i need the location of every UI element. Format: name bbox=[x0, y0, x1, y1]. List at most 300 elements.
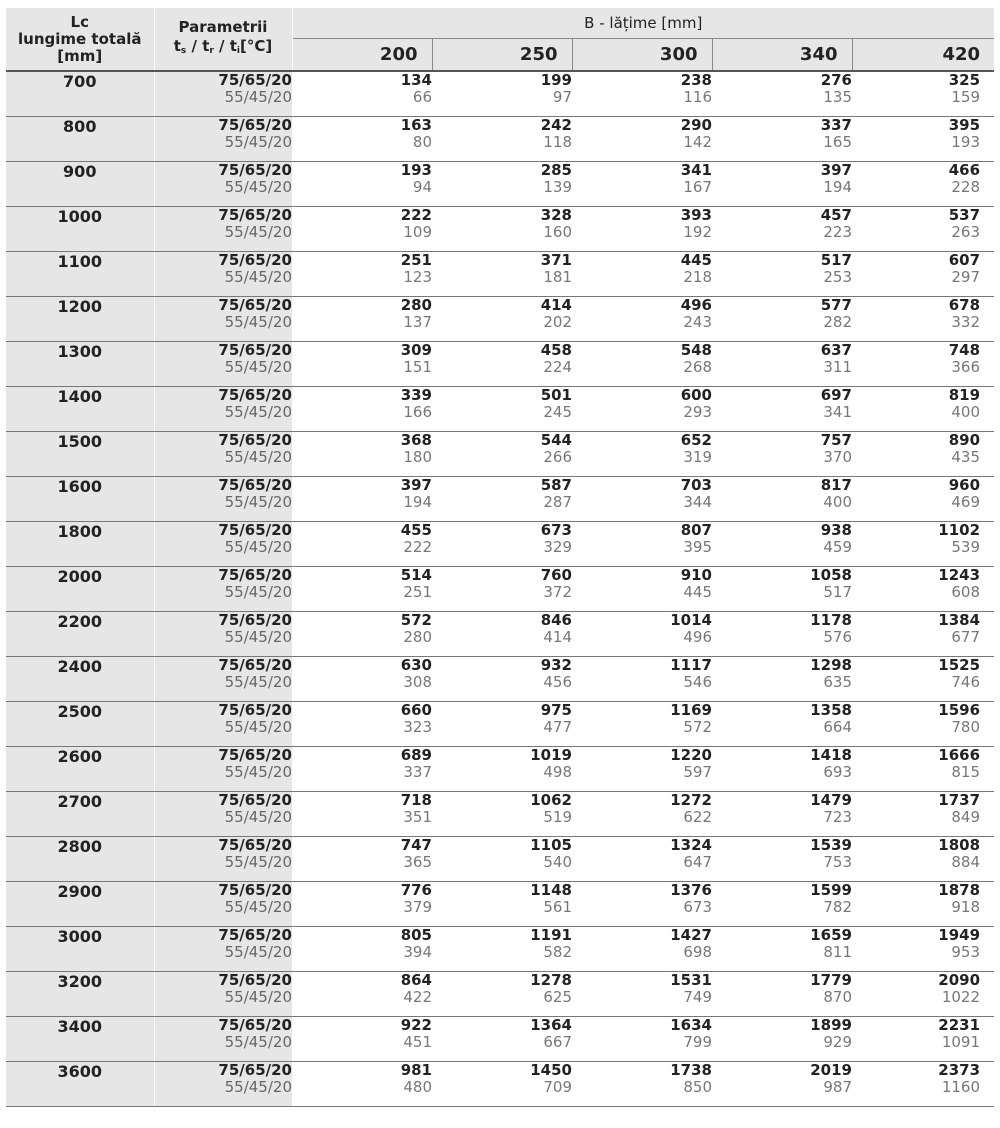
parameter-secondary: 55/45/20 bbox=[224, 1033, 292, 1051]
table-row bbox=[6, 207, 994, 252]
parameter-primary: 75/65/20 bbox=[218, 656, 292, 674]
output-secondary: 167 bbox=[683, 178, 712, 196]
output-primary: 1808 bbox=[938, 836, 981, 854]
cell-output-width-420 bbox=[852, 792, 994, 837]
output-primary: 1738 bbox=[670, 1061, 712, 1079]
parameter-primary: 75/65/20 bbox=[218, 926, 292, 944]
cell-output-width-300 bbox=[572, 927, 712, 972]
output-primary: 689 bbox=[400, 746, 432, 764]
output-secondary: 151 bbox=[403, 358, 432, 376]
output-primary: 1418 bbox=[810, 746, 852, 764]
cell-parameters bbox=[154, 252, 292, 297]
cell-output-width-200 bbox=[292, 342, 432, 387]
cell-output-width-200 bbox=[292, 972, 432, 1017]
output-secondary: 287 bbox=[543, 493, 572, 511]
cell-total-length: 1400 bbox=[6, 387, 154, 432]
output-primary: 393 bbox=[680, 206, 712, 224]
heat-output-table bbox=[6, 8, 994, 1107]
output-secondary: 344 bbox=[683, 493, 712, 511]
table-row bbox=[6, 747, 994, 792]
cell-parameters bbox=[154, 792, 292, 837]
parameter-primary: 75/65/20 bbox=[218, 836, 292, 854]
cell-output-width-420 bbox=[852, 432, 994, 477]
cell-output-width-300 bbox=[572, 297, 712, 342]
parameter-primary: 75/65/20 bbox=[218, 701, 292, 719]
cell-output-width-340 bbox=[712, 702, 852, 747]
cell-output-width-340 bbox=[712, 657, 852, 702]
output-primary: 222 bbox=[400, 206, 432, 224]
cell-output-width-340 bbox=[712, 1017, 852, 1062]
output-primary: 630 bbox=[400, 656, 432, 674]
output-primary: 1539 bbox=[810, 836, 852, 854]
output-primary: 1014 bbox=[670, 611, 712, 629]
output-secondary: 332 bbox=[951, 313, 981, 331]
output-primary: 718 bbox=[400, 791, 432, 809]
output-primary: 339 bbox=[400, 386, 432, 404]
cell-parameters bbox=[154, 477, 292, 522]
output-secondary: 622 bbox=[683, 808, 712, 826]
cell-total-length: 700 bbox=[6, 72, 154, 117]
header-width-340: 340 bbox=[712, 39, 852, 71]
output-primary: 600 bbox=[680, 386, 712, 404]
parameter-primary: 75/65/20 bbox=[218, 746, 292, 764]
cell-output-width-250 bbox=[432, 72, 572, 117]
table-row bbox=[6, 252, 994, 297]
output-secondary: 811 bbox=[823, 943, 852, 961]
output-primary: 805 bbox=[400, 926, 432, 944]
cell-output-width-250 bbox=[432, 1062, 572, 1107]
output-secondary: 181 bbox=[543, 268, 572, 286]
output-primary: 514 bbox=[400, 566, 432, 584]
output-secondary: 109 bbox=[403, 223, 432, 241]
output-secondary: 282 bbox=[823, 313, 852, 331]
parameter-primary: 75/65/20 bbox=[218, 71, 292, 89]
cell-output-width-340 bbox=[712, 72, 852, 117]
cell-output-width-250 bbox=[432, 477, 572, 522]
cell-output-width-420 bbox=[852, 1062, 994, 1107]
parameter-primary: 75/65/20 bbox=[218, 1016, 292, 1034]
output-primary: 445 bbox=[680, 251, 712, 269]
output-primary: 458 bbox=[540, 341, 572, 359]
output-primary: 1272 bbox=[670, 791, 712, 809]
cell-output-width-420 bbox=[852, 342, 994, 387]
output-secondary: 480 bbox=[403, 1078, 432, 1096]
table-row bbox=[6, 882, 994, 927]
output-secondary: 723 bbox=[823, 808, 852, 826]
parameter-primary: 75/65/20 bbox=[218, 1061, 292, 1079]
cell-total-length: 3000 bbox=[6, 927, 154, 972]
cell-parameters bbox=[154, 207, 292, 252]
output-secondary: 223 bbox=[823, 223, 852, 241]
output-secondary: 987 bbox=[823, 1078, 852, 1096]
cell-output-width-340 bbox=[712, 432, 852, 477]
output-primary: 2231 bbox=[938, 1016, 981, 1034]
cell-parameters bbox=[154, 432, 292, 477]
output-secondary: 597 bbox=[683, 763, 712, 781]
cell-output-width-340 bbox=[712, 792, 852, 837]
parameter-secondary: 55/45/20 bbox=[224, 628, 292, 646]
cell-output-width-340 bbox=[712, 972, 852, 1017]
output-secondary: 780 bbox=[951, 718, 981, 736]
cell-total-length: 1500 bbox=[6, 432, 154, 477]
cell-total-length: 2500 bbox=[6, 702, 154, 747]
cell-total-length: 800 bbox=[6, 117, 154, 162]
cell-parameters bbox=[154, 927, 292, 972]
cell-parameters bbox=[154, 1017, 292, 1062]
cell-output-width-250 bbox=[432, 297, 572, 342]
cell-total-length: 3400 bbox=[6, 1017, 154, 1062]
output-secondary: 319 bbox=[683, 448, 712, 466]
parameter-primary: 75/65/20 bbox=[218, 476, 292, 494]
header-width-300: 300 bbox=[572, 39, 712, 71]
cell-output-width-340 bbox=[712, 252, 852, 297]
cell-parameters bbox=[154, 747, 292, 792]
cell-total-length: 2900 bbox=[6, 882, 154, 927]
output-secondary: 540 bbox=[543, 853, 572, 871]
output-secondary: 477 bbox=[543, 718, 572, 736]
cell-output-width-300 bbox=[572, 567, 712, 612]
output-primary: 864 bbox=[400, 971, 432, 989]
output-secondary: 311 bbox=[823, 358, 852, 376]
cell-output-width-420 bbox=[852, 927, 994, 972]
output-primary: 337 bbox=[820, 116, 852, 134]
cell-output-width-250 bbox=[432, 882, 572, 927]
parameter-primary: 75/65/20 bbox=[218, 206, 292, 224]
output-primary: 290 bbox=[680, 116, 712, 134]
cell-output-width-200 bbox=[292, 882, 432, 927]
cell-output-width-420 bbox=[852, 477, 994, 522]
cell-output-width-250 bbox=[432, 567, 572, 612]
cell-total-length: 1800 bbox=[6, 522, 154, 567]
output-primary: 242 bbox=[540, 116, 572, 134]
output-secondary: 664 bbox=[823, 718, 852, 736]
parameter-primary: 75/65/20 bbox=[218, 521, 292, 539]
output-primary: 238 bbox=[680, 71, 712, 89]
output-secondary: 80 bbox=[412, 133, 432, 151]
cell-output-width-420 bbox=[852, 252, 994, 297]
cell-output-width-250 bbox=[432, 702, 572, 747]
cell-output-width-200 bbox=[292, 612, 432, 657]
cell-total-length: 2200 bbox=[6, 612, 154, 657]
output-secondary: 341 bbox=[823, 403, 852, 421]
table-row bbox=[6, 342, 994, 387]
output-secondary: 576 bbox=[823, 628, 852, 646]
cell-output-width-340 bbox=[712, 342, 852, 387]
cell-output-width-420 bbox=[852, 297, 994, 342]
parameter-secondary: 55/45/20 bbox=[224, 223, 292, 241]
output-secondary: 323 bbox=[403, 718, 432, 736]
header-width-420: 420 bbox=[852, 39, 994, 71]
output-primary: 1243 bbox=[938, 566, 981, 584]
output-secondary: 379 bbox=[403, 898, 432, 916]
output-secondary: 165 bbox=[823, 133, 852, 151]
cell-parameters bbox=[154, 342, 292, 387]
output-primary: 1062 bbox=[530, 791, 572, 809]
cell-output-width-250 bbox=[432, 117, 572, 162]
cell-output-width-420 bbox=[852, 837, 994, 882]
cell-total-length: 3600 bbox=[6, 1062, 154, 1107]
cell-output-width-420 bbox=[852, 702, 994, 747]
output-secondary: 1091 bbox=[941, 1033, 981, 1051]
output-primary: 652 bbox=[680, 431, 712, 449]
output-secondary: 180 bbox=[403, 448, 432, 466]
output-secondary: 582 bbox=[543, 943, 572, 961]
cell-output-width-200 bbox=[292, 837, 432, 882]
cell-output-width-300 bbox=[572, 72, 712, 117]
cell-output-width-250 bbox=[432, 342, 572, 387]
output-secondary: 193 bbox=[951, 133, 981, 151]
cell-output-width-200 bbox=[292, 252, 432, 297]
output-primary: 1427 bbox=[670, 926, 712, 944]
table-row bbox=[6, 162, 994, 207]
cell-output-width-200 bbox=[292, 72, 432, 117]
cell-parameters bbox=[154, 972, 292, 1017]
output-primary: 1324 bbox=[670, 836, 712, 854]
cell-total-length: 1100 bbox=[6, 252, 154, 297]
cell-parameters bbox=[154, 882, 292, 927]
output-primary: 251 bbox=[400, 251, 432, 269]
cell-output-width-300 bbox=[572, 792, 712, 837]
output-secondary: 918 bbox=[951, 898, 981, 916]
table-row bbox=[6, 927, 994, 972]
output-primary: 1191 bbox=[530, 926, 572, 944]
cell-output-width-250 bbox=[432, 657, 572, 702]
output-primary: 1659 bbox=[810, 926, 852, 944]
output-secondary: 469 bbox=[951, 493, 981, 511]
header-width-250: 250 bbox=[432, 39, 572, 71]
output-primary: 1479 bbox=[810, 791, 852, 809]
output-secondary: 667 bbox=[543, 1033, 572, 1051]
output-primary: 1058 bbox=[810, 566, 852, 584]
output-secondary: 194 bbox=[823, 178, 852, 196]
output-secondary: 850 bbox=[683, 1078, 712, 1096]
output-primary: 501 bbox=[540, 386, 572, 404]
cell-output-width-300 bbox=[572, 207, 712, 252]
cell-output-width-300 bbox=[572, 837, 712, 882]
output-primary: 577 bbox=[820, 296, 852, 314]
output-secondary: 66 bbox=[412, 88, 432, 106]
cell-output-width-250 bbox=[432, 252, 572, 297]
output-secondary: 160 bbox=[543, 223, 572, 241]
cell-parameters bbox=[154, 522, 292, 567]
output-primary: 1376 bbox=[670, 881, 712, 899]
output-primary: 1178 bbox=[810, 611, 852, 629]
output-secondary: 456 bbox=[543, 673, 572, 691]
cell-output-width-200 bbox=[292, 207, 432, 252]
cell-output-width-420 bbox=[852, 162, 994, 207]
output-primary: 846 bbox=[540, 611, 572, 629]
parameter-secondary: 55/45/20 bbox=[224, 403, 292, 421]
output-primary: 910 bbox=[680, 566, 712, 584]
cell-output-width-420 bbox=[852, 972, 994, 1017]
cell-output-width-420 bbox=[852, 1017, 994, 1062]
table-row bbox=[6, 657, 994, 702]
cell-total-length: 2600 bbox=[6, 747, 154, 792]
cell-output-width-420 bbox=[852, 612, 994, 657]
parameter-secondary: 55/45/20 bbox=[224, 1078, 292, 1096]
output-secondary: 422 bbox=[403, 988, 432, 1006]
output-primary: 1599 bbox=[810, 881, 852, 899]
output-primary: 1019 bbox=[530, 746, 572, 764]
cell-output-width-420 bbox=[852, 747, 994, 792]
output-secondary: 635 bbox=[823, 673, 852, 691]
output-secondary: 135 bbox=[823, 88, 852, 106]
output-secondary: 218 bbox=[683, 268, 712, 286]
parameter-secondary: 55/45/20 bbox=[224, 853, 292, 871]
output-primary: 1450 bbox=[530, 1061, 572, 1079]
cell-output-width-340 bbox=[712, 162, 852, 207]
output-secondary: 870 bbox=[823, 988, 852, 1006]
cell-output-width-340 bbox=[712, 567, 852, 612]
cell-output-width-250 bbox=[432, 432, 572, 477]
output-secondary: 400 bbox=[951, 403, 981, 421]
output-primary: 1220 bbox=[670, 746, 712, 764]
parameter-secondary: 55/45/20 bbox=[224, 763, 292, 781]
output-primary: 199 bbox=[540, 71, 572, 89]
table-row bbox=[6, 72, 994, 117]
parameter-secondary: 55/45/20 bbox=[224, 268, 292, 286]
output-primary: 975 bbox=[540, 701, 572, 719]
cell-output-width-300 bbox=[572, 387, 712, 432]
table-row bbox=[6, 522, 994, 567]
output-secondary: 1022 bbox=[941, 988, 981, 1006]
cell-total-length: 2400 bbox=[6, 657, 154, 702]
cell-output-width-340 bbox=[712, 477, 852, 522]
output-primary: 1148 bbox=[530, 881, 572, 899]
cell-parameters bbox=[154, 297, 292, 342]
table-row bbox=[6, 1062, 994, 1107]
cell-output-width-200 bbox=[292, 162, 432, 207]
cell-output-width-300 bbox=[572, 432, 712, 477]
output-secondary: 496 bbox=[683, 628, 712, 646]
output-primary: 193 bbox=[400, 161, 432, 179]
output-secondary: 280 bbox=[403, 628, 432, 646]
output-primary: 455 bbox=[400, 521, 432, 539]
output-secondary: 202 bbox=[543, 313, 572, 331]
parameter-secondary: 55/45/20 bbox=[224, 583, 292, 601]
cell-parameters bbox=[154, 1062, 292, 1107]
output-secondary: 539 bbox=[951, 538, 981, 556]
output-secondary: 222 bbox=[403, 538, 432, 556]
output-secondary: 159 bbox=[951, 88, 981, 106]
parameter-primary: 75/65/20 bbox=[218, 881, 292, 899]
cell-total-length: 1600 bbox=[6, 477, 154, 522]
cell-output-width-250 bbox=[432, 612, 572, 657]
output-secondary: 546 bbox=[683, 673, 712, 691]
cell-output-width-300 bbox=[572, 1062, 712, 1107]
output-secondary: 97 bbox=[552, 88, 572, 106]
output-primary: 1117 bbox=[670, 656, 712, 674]
table-body bbox=[6, 72, 994, 1107]
output-primary: 276 bbox=[820, 71, 852, 89]
cell-output-width-420 bbox=[852, 72, 994, 117]
cell-output-width-200 bbox=[292, 657, 432, 702]
cell-parameters bbox=[154, 72, 292, 117]
cell-output-width-250 bbox=[432, 747, 572, 792]
output-secondary: 351 bbox=[403, 808, 432, 826]
output-secondary: 698 bbox=[683, 943, 712, 961]
cell-output-width-200 bbox=[292, 792, 432, 837]
cell-parameters bbox=[154, 162, 292, 207]
cell-output-width-250 bbox=[432, 792, 572, 837]
output-secondary: 194 bbox=[403, 493, 432, 511]
output-primary: 1949 bbox=[938, 926, 981, 944]
output-primary: 673 bbox=[540, 521, 572, 539]
cell-output-width-200 bbox=[292, 387, 432, 432]
table-row bbox=[6, 702, 994, 747]
header-parameters-formula: $t_s / t_r / t_i[^\circ C]$ bbox=[173, 36, 273, 56]
output-secondary: 677 bbox=[951, 628, 981, 646]
parameter-secondary: 55/45/20 bbox=[224, 718, 292, 736]
output-primary: 1779 bbox=[810, 971, 852, 989]
cell-output-width-250 bbox=[432, 1017, 572, 1062]
output-secondary: 608 bbox=[951, 583, 981, 601]
table-row bbox=[6, 432, 994, 477]
output-secondary: 849 bbox=[951, 808, 981, 826]
cell-output-width-340 bbox=[712, 297, 852, 342]
parameter-primary: 75/65/20 bbox=[218, 611, 292, 629]
output-secondary: 572 bbox=[683, 718, 712, 736]
parameter-secondary: 55/45/20 bbox=[224, 808, 292, 826]
output-secondary: 139 bbox=[543, 178, 572, 196]
parameter-secondary: 55/45/20 bbox=[224, 898, 292, 916]
output-primary: 466 bbox=[948, 161, 981, 179]
output-secondary: 337 bbox=[403, 763, 432, 781]
cell-output-width-300 bbox=[572, 1017, 712, 1062]
output-secondary: 953 bbox=[951, 943, 981, 961]
output-secondary: 445 bbox=[683, 583, 712, 601]
output-primary: 807 bbox=[680, 521, 712, 539]
parameter-secondary: 55/45/20 bbox=[224, 313, 292, 331]
output-secondary: 308 bbox=[403, 673, 432, 691]
cell-output-width-420 bbox=[852, 522, 994, 567]
cell-output-width-200 bbox=[292, 927, 432, 972]
output-primary: 922 bbox=[400, 1016, 432, 1034]
parameter-primary: 75/65/20 bbox=[218, 431, 292, 449]
output-primary: 932 bbox=[540, 656, 572, 674]
header-parameters-title: Parametrii bbox=[178, 17, 268, 36]
cell-parameters bbox=[154, 657, 292, 702]
cell-output-width-300 bbox=[572, 117, 712, 162]
cell-total-length: 1200 bbox=[6, 297, 154, 342]
output-secondary: 782 bbox=[823, 898, 852, 916]
output-primary: 1384 bbox=[938, 611, 981, 629]
output-primary: 678 bbox=[948, 296, 981, 314]
output-primary: 703 bbox=[680, 476, 712, 494]
parameter-secondary: 55/45/20 bbox=[224, 988, 292, 1006]
parameter-primary: 75/65/20 bbox=[218, 296, 292, 314]
cell-output-width-250 bbox=[432, 837, 572, 882]
cell-parameters bbox=[154, 117, 292, 162]
cell-output-width-340 bbox=[712, 1062, 852, 1107]
output-primary: 757 bbox=[820, 431, 852, 449]
output-secondary: 253 bbox=[823, 268, 852, 286]
output-primary: 1596 bbox=[938, 701, 981, 719]
output-primary: 1899 bbox=[810, 1016, 852, 1034]
output-secondary: 1160 bbox=[941, 1078, 981, 1096]
output-secondary: 435 bbox=[951, 448, 981, 466]
output-primary: 397 bbox=[820, 161, 852, 179]
output-secondary: 753 bbox=[823, 853, 852, 871]
output-secondary: 815 bbox=[951, 763, 981, 781]
parameter-secondary: 55/45/20 bbox=[224, 88, 292, 106]
cell-output-width-300 bbox=[572, 882, 712, 927]
table-row bbox=[6, 972, 994, 1017]
cell-output-width-200 bbox=[292, 117, 432, 162]
output-secondary: 251 bbox=[403, 583, 432, 601]
parameter-primary: 75/65/20 bbox=[218, 566, 292, 584]
parameter-primary: 75/65/20 bbox=[218, 251, 292, 269]
